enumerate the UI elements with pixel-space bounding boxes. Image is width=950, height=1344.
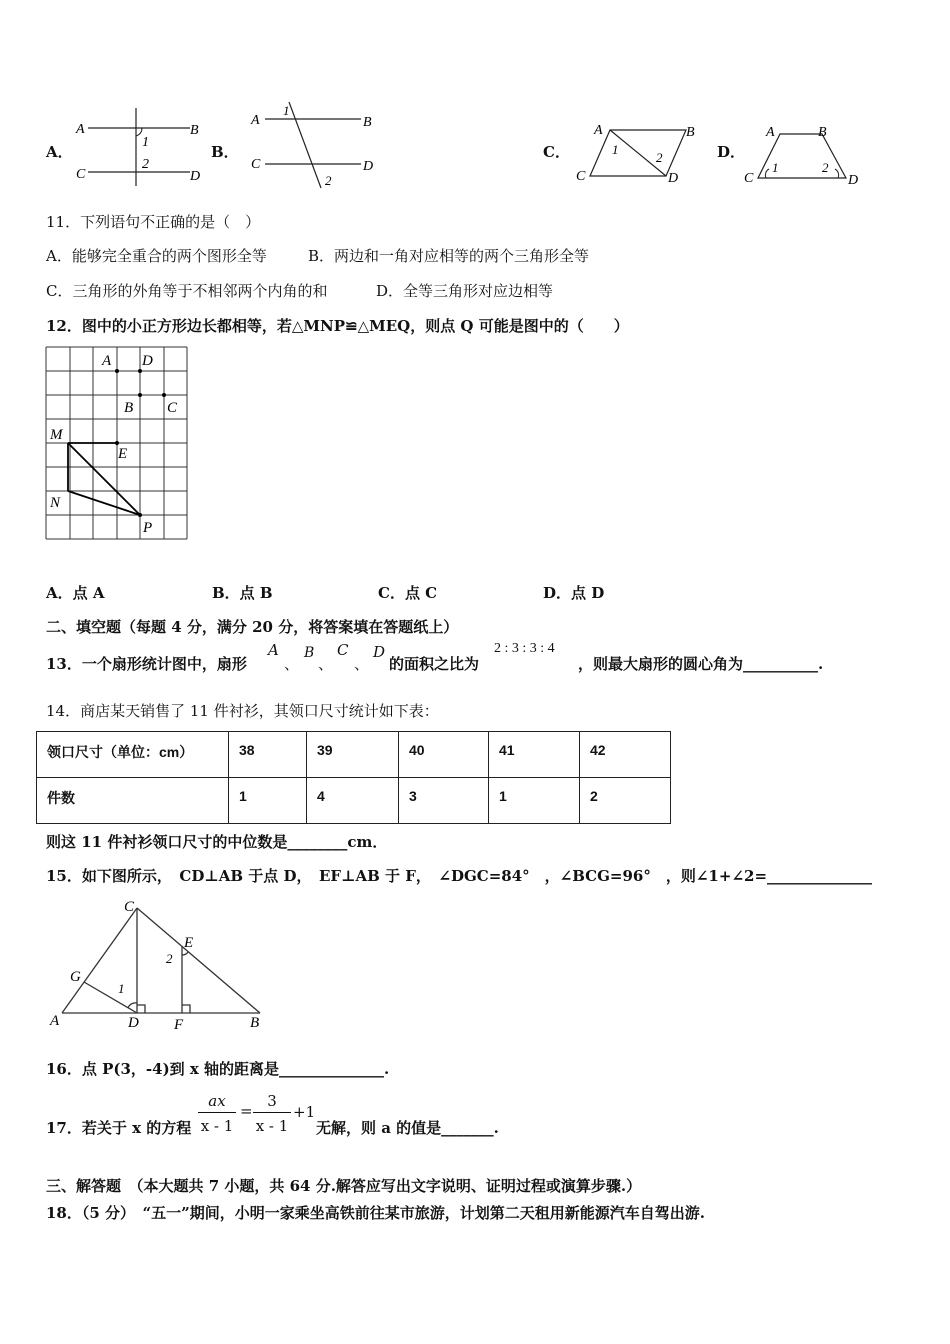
- angle-2: 2: [656, 150, 663, 165]
- label-d: D: [363, 159, 374, 174]
- q17-frac2-denominator: x - 1: [255, 1117, 289, 1135]
- angle-1: 1: [118, 981, 125, 996]
- table-cell: 件数: [37, 778, 229, 824]
- label-d: D: [848, 173, 859, 188]
- label-b: B: [190, 123, 199, 138]
- grid-label-n: N: [50, 495, 61, 511]
- label-a: A: [594, 123, 603, 138]
- angle-2: 2: [822, 160, 829, 175]
- angle-1: 1: [772, 160, 779, 175]
- grid-label-a: A: [102, 353, 112, 369]
- table-cell: 3: [399, 778, 489, 824]
- q10-figure-d: [742, 120, 867, 188]
- q17-equals: =: [240, 1102, 253, 1120]
- angle-1: 1: [142, 135, 149, 150]
- grid-label-m: M: [50, 427, 63, 443]
- label-a: A: [76, 122, 85, 137]
- q17-frac1-numerator: ax: [208, 1092, 226, 1110]
- label-d: D: [190, 169, 201, 184]
- q10-figure-b: [245, 98, 385, 190]
- q17-prefix: 17．若关于 x 的方程: [46, 1119, 192, 1137]
- q13-sep-2: 、: [318, 655, 334, 673]
- q14-after: 则这 11 件衬衫领口尺寸的中位数是________cm．: [46, 833, 388, 851]
- q18-stem: 18．（5 分） “五一”期间，小明一家乘坐高铁前往某市旅游，计划第二天租用新能源汽车自驾出游.: [46, 1204, 706, 1222]
- section-2-heading: 二、填空题（每题 4 分，满分 20 分，将答案填在答题纸上）: [46, 618, 459, 636]
- q12-option-b: B．点 B: [212, 584, 273, 602]
- label-b: B: [250, 1015, 260, 1031]
- label-f: F: [174, 1017, 184, 1033]
- label-c: C: [744, 171, 754, 186]
- label-d: D: [668, 171, 679, 186]
- q10-figure-c: [572, 120, 702, 186]
- q17-frac2-numerator: 3: [267, 1092, 277, 1110]
- label-a: A: [766, 125, 775, 140]
- table-cell: 1: [229, 778, 307, 824]
- label-d: D: [128, 1015, 139, 1031]
- table-cell: 41: [489, 732, 580, 778]
- q17-frac2-bar: [253, 1112, 291, 1113]
- table-cell: 42: [580, 732, 671, 778]
- q12-grid-figure: [44, 345, 190, 541]
- q13-letter-a: A: [268, 641, 279, 659]
- q13-suffix: ，则最大扇形的圆心角为__________.: [578, 655, 824, 673]
- label-a: A: [251, 113, 260, 128]
- label-g: G: [70, 969, 81, 985]
- grid-label-b: B: [124, 400, 134, 416]
- q11-option-d: D．全等三角形对应边相等: [376, 282, 554, 300]
- label-c: C: [124, 899, 135, 915]
- grid-label-c: C: [167, 400, 178, 416]
- q13-prefix: 13．一个扇形统计图中，扇形: [46, 655, 247, 673]
- q11-option-c: C．三角形的外角等于不相邻两个内角的和: [46, 282, 328, 300]
- q13-letter-b: B: [304, 645, 315, 661]
- q11-option-a: A．能够完全重合的两个图形全等: [46, 247, 267, 265]
- table-row: [37, 778, 671, 824]
- q13-letter-c: C: [337, 641, 349, 659]
- q10-figure-a: [70, 102, 210, 190]
- label-b: B: [818, 125, 827, 140]
- q13-ratio: 2 : 3 : 3 : 4: [494, 641, 555, 656]
- label-c: C: [76, 167, 86, 182]
- label-c: C: [576, 169, 586, 184]
- angle-2: 2: [166, 951, 173, 966]
- table-cell: 2: [580, 778, 671, 824]
- q11-stem: 11．下列语句不正确的是（ ）: [46, 213, 261, 231]
- q15-figure: [44, 895, 274, 1035]
- q12-option-a: A．点 A: [46, 584, 105, 602]
- label-b: B: [363, 115, 372, 130]
- q12-option-c: C．点 C: [378, 584, 438, 602]
- q15-stem: 15．如下图所示， CD⊥AB 于点 D， EF⊥AB 于 F， ∠DGC=84° ，∠BCG=96° ，则∠1+∠2=______________: [46, 867, 873, 885]
- q12-stem: 12．图中的小正方形边长都相等，若△MNP≌△MEQ，则点 Q 可能是图中的（ ）: [46, 317, 629, 335]
- table-cell: 1: [489, 778, 580, 824]
- grid-label-e: E: [118, 446, 128, 462]
- angle-2: 2: [142, 157, 149, 172]
- q17-suffix: 无解，则 a 的值是_______.: [316, 1119, 499, 1137]
- section-3-heading: 三、解答题 （本大题共 7 小题，共 64 分.解答应写出文字说明、证明过程或演算步骤.）: [46, 1177, 642, 1195]
- angle-2: 2: [325, 173, 332, 188]
- q10-option-d-label: D．: [717, 143, 746, 161]
- q13-sep-1: 、: [284, 655, 300, 673]
- table-cell: 4: [307, 778, 399, 824]
- label-c: C: [251, 157, 261, 172]
- label-a: A: [50, 1013, 60, 1029]
- label-b: B: [686, 125, 695, 140]
- q17-frac1-denominator: x - 1: [200, 1117, 234, 1135]
- q14-stem: 14．商店某天销售了 11 件衬衫，其领口尺寸统计如下表：: [46, 702, 439, 720]
- q10-option-c-label: C．: [543, 143, 570, 161]
- q16-stem: 16．点 P(3，-4)到 x 轴的距离是______________.: [46, 1060, 390, 1078]
- table-cell: 39: [307, 732, 399, 778]
- angle-1: 1: [283, 103, 290, 118]
- table-row: [37, 732, 671, 778]
- label-e: E: [184, 935, 194, 951]
- q13-mid: 的面积之比为: [389, 655, 480, 673]
- angle-1: 1: [612, 142, 619, 157]
- q17-frac1-bar: [198, 1112, 236, 1113]
- grid-label-p: P: [143, 520, 153, 536]
- q14-table: [36, 731, 671, 824]
- grid-label-d: D: [142, 353, 153, 369]
- q11-option-b: B．两边和一角对应相等的两个三角形全等: [308, 247, 590, 265]
- q10-option-a-label: A．: [46, 143, 73, 161]
- q13-letter-d: D: [373, 643, 386, 661]
- q13-sep-3: 、: [354, 655, 370, 673]
- q10-option-b-label: B．: [211, 143, 239, 161]
- table-cell: 38: [229, 732, 307, 778]
- q17-plus-one: +1: [293, 1103, 316, 1121]
- table-cell: 40: [399, 732, 489, 778]
- q12-option-d: D．点 D: [543, 584, 605, 602]
- table-cell: 领口尺寸（单位：cm）: [37, 732, 229, 778]
